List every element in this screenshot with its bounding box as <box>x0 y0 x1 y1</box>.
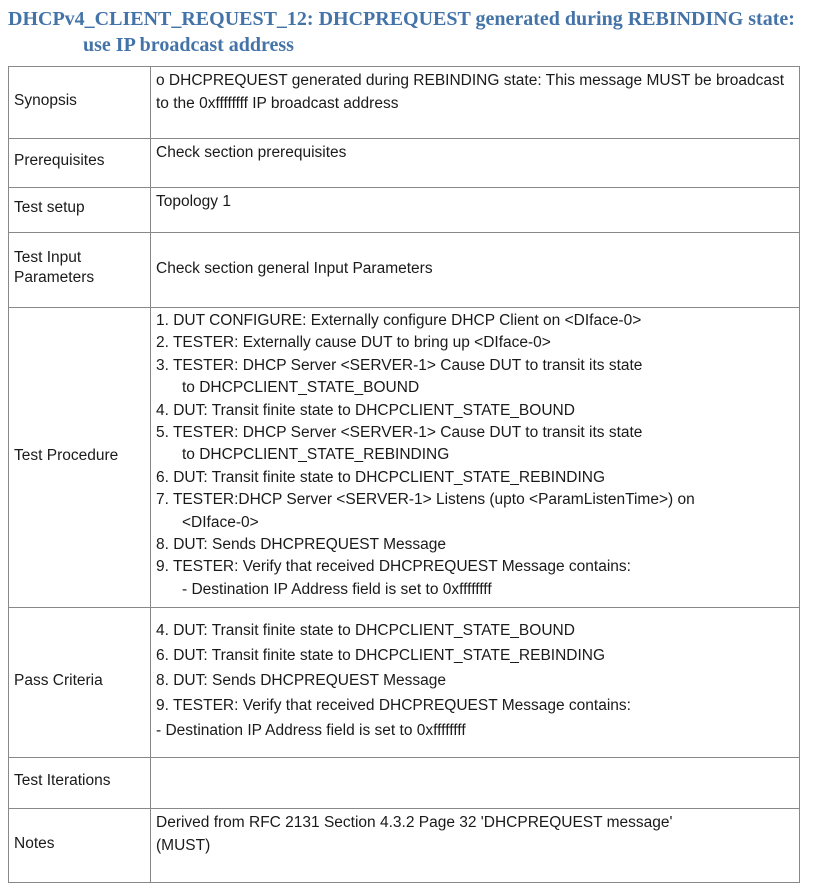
row-label-synopsis: Synopsis <box>9 67 151 139</box>
table-row-synopsis <box>9 67 800 139</box>
row-label-notes: Notes <box>9 809 151 883</box>
row-content-pass-criteria <box>151 608 800 758</box>
row-content-test-input-parameters <box>151 233 800 308</box>
table-row-test-input-parameters <box>9 233 800 308</box>
row-content-synopsis <box>151 67 800 139</box>
page <box>0 6 815 883</box>
pass-criteria-item: 9. TESTER: Verify that received DHCPREQUEST Message contains: <box>156 697 631 715</box>
row-label-prerequisites: Prerequisites <box>9 139 151 188</box>
row-label-test-iterations: Test Iterations <box>9 758 151 809</box>
procedure-step: 1. DUT CONFIGURE: Externally configure DHCP Client on <DIface-0> <box>156 312 642 329</box>
row-content-test-procedure <box>151 308 800 608</box>
row-content-notes <box>151 809 800 883</box>
page-title-line-2: use IP broadcast address <box>83 34 294 56</box>
page-title-line-1: DHCPv4_CLIENT_REQUEST_12: DHCPREQUEST generated during REBINDING state: <box>8 8 795 30</box>
procedure-step-continuation: to DHCPCLIENT_STATE_BOUND <box>182 379 420 397</box>
procedure-step: 9. TESTER: Verify that received DHCPREQUEST Message contains: <box>156 558 631 576</box>
text-line: Derived from RFC 2131 Section 4.3.2 Page 32 'DHCPREQUEST message' <box>156 814 673 832</box>
test-case-table <box>8 66 800 883</box>
procedure-step: 3. TESTER: DHCP Server <SERVER-1> Cause DUT to transit its state <box>156 356 643 374</box>
text-line: to the 0xffffffff IP broadcast address <box>156 95 399 112</box>
row-label-test-procedure: Test Procedure <box>9 308 151 608</box>
table-row-pass-criteria <box>9 608 800 758</box>
pass-criteria-item: 8. DUT: Sends DHCPREQUEST Message <box>156 672 447 690</box>
table-row-notes <box>9 809 800 883</box>
procedure-step: 2. TESTER: Externally cause DUT to bring up <DIface-0> <box>156 334 551 352</box>
pass-criteria-item: 4. DUT: Transit finite state to DHCPCLIENT_STATE_BOUND <box>156 622 575 640</box>
procedure-step-continuation: to DHCPCLIENT_STATE_REBINDING <box>182 446 450 464</box>
text-line: Check section prerequisites <box>156 144 347 161</box>
table-row-test-procedure <box>9 308 800 608</box>
table-row-prerequisites <box>9 139 800 188</box>
row-content-test-setup <box>151 188 800 233</box>
row-content-prerequisites <box>151 139 800 188</box>
procedure-step: 8. DUT: Sends DHCPREQUEST Message <box>156 536 447 554</box>
text-line: Check section general Input Parameters <box>156 259 433 277</box>
page-title <box>8 6 815 58</box>
procedure-step: 7. TESTER:DHCP Server <SERVER-1> Listens (upto <ParamListenTime>) on <box>156 491 695 509</box>
text-line: (MUST) <box>156 837 211 855</box>
procedure-step: 6. DUT: Transit finite state to DHCPCLIENT_STATE_REBINDING <box>156 468 606 486</box>
row-label-pass-criteria: Pass Criteria <box>9 608 151 758</box>
pass-criteria-item: - Destination IP Address field is set to 0xffffffff <box>156 722 466 740</box>
text-line: o DHCPREQUEST generated during REBINDING state: This message MUST be broadcast <box>156 72 785 89</box>
row-content-test-iterations <box>151 758 800 809</box>
procedure-step: 5. TESTER: DHCP Server <SERVER-1> Cause DUT to transit its state <box>156 424 643 442</box>
table-row-test-iterations <box>9 758 800 809</box>
table-row-test-setup <box>9 188 800 233</box>
pass-criteria-item: 6. DUT: Transit finite state to DHCPCLIENT_STATE_REBINDING <box>156 647 606 665</box>
procedure-step-continuation: <DIface-0> <box>182 513 259 531</box>
procedure-step: 4. DUT: Transit finite state to DHCPCLIENT_STATE_BOUND <box>156 401 575 419</box>
text-line: Topology 1 <box>156 193 231 210</box>
row-label-test-setup: Test setup <box>9 188 151 233</box>
row-label-test-input-parameters: Test Input Parameters <box>9 233 151 308</box>
procedure-step-continuation: - Destination IP Address field is set to 0xffffffff <box>182 580 492 598</box>
